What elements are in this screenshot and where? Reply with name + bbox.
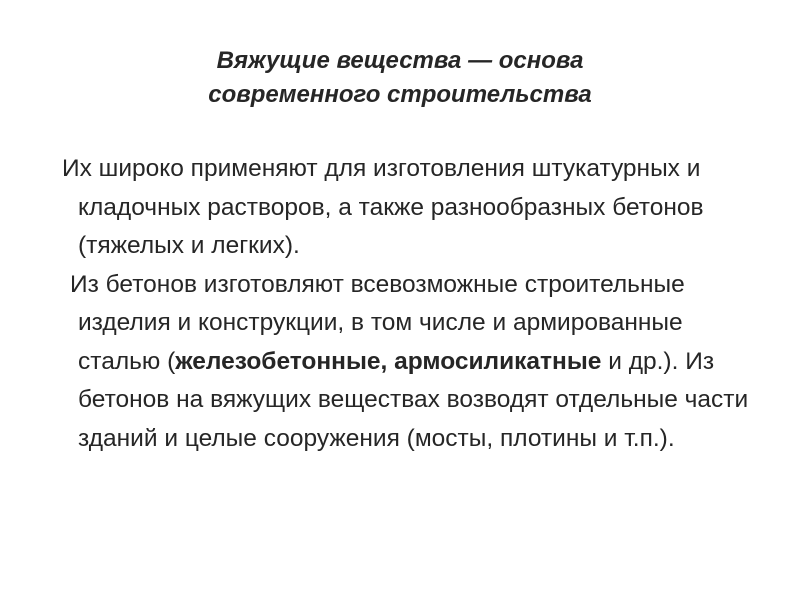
paragraph-2-text-after: и др.). Из бетонов на вяжущих веществах возводят отдельные части зданий и целые сооружения (мосты, плотины и т.п.). — [78, 347, 749, 452]
paragraph-1: Их широко применяют для изготовления штукатурных и кладочных растворов, а также разнообразных бетонов (тяжелых и легких). — [62, 155, 704, 259]
slide-title-line-1: Вяжущие вещества — основа — [216, 47, 584, 74]
paragraph-2-bold-terms: железобетонные, армосиликатные — [175, 347, 602, 375]
slide-title — [0, 44, 800, 112]
slide-body — [62, 150, 758, 458]
paragraph-2 — [70, 266, 758, 459]
paragraph-2-text-before: Из бетонов изготовляют всевозможные строительные изделия и конструкции, в том числе и армированные сталью ( — [70, 270, 685, 375]
slide-title-line-2: современного строительства — [208, 81, 592, 108]
